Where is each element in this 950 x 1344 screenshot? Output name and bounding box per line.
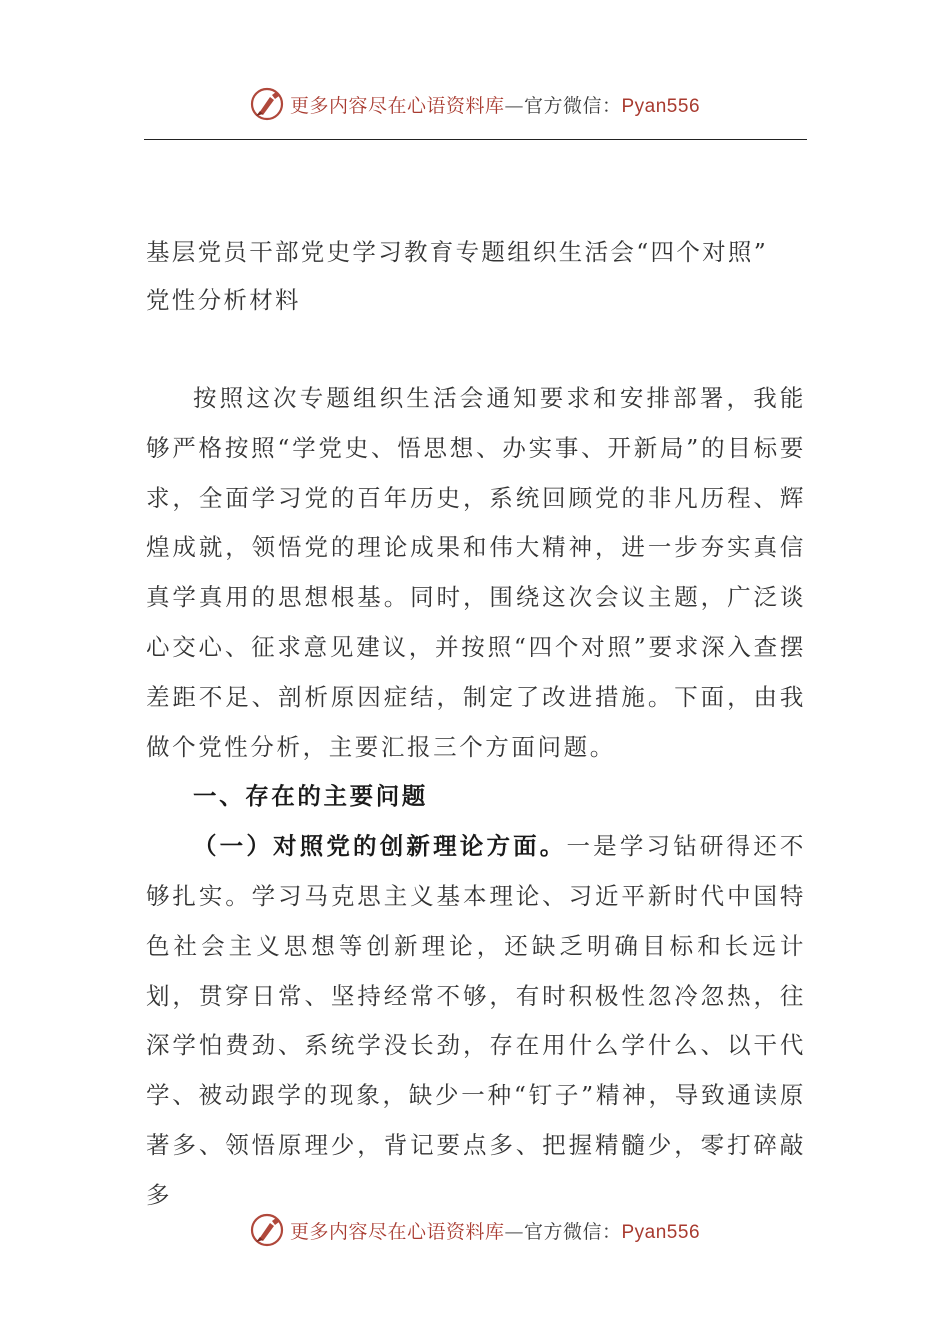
banner-main-text: 更多内容尽在心语资料库	[289, 1220, 505, 1243]
document-body	[146, 228, 806, 1221]
intro-paragraph: 按照这次专题组织生活会通知要求和安排部署，我能够严格按照“学党史、悟思想、办实事、开新局”的目标要求，全面学习党的百年历史，系统回顾党的非凡历程、辉煌成就，领悟党的理论成果和伟大精神，进一步夯实真信真学真用的思想根基。同时，围绕这次会议主题，广泛谈心交心、征求意见建议，并按照“四个对照”要求深入查摆差距不足、剖析原因症结，制定了改进措施。下面，由我做个党性分析，主要汇报三个方面问题。	[146, 384, 806, 761]
subsection-text-1: 一是学习钻研得还不够扎实。学习马克思主义基本理论、习近平新时代中国特色社会主义思想等创新理论，还缺乏明确目标和长远计划，贯穿日常、坚持经常不够，有时积极性忽冷忽热，往深学怕费劲、系统学没长劲，存在用什么学什么、以干代学、被动跟学的现象，缺少一种“钉子”精神，导致通读原著多、领悟原理少，背记要点多、把握精髓少，零打碎敲多	[146, 832, 806, 1209]
banner-official-label: 官方微信：	[523, 1220, 622, 1243]
document-title-line2: 党性分析材料	[146, 286, 301, 314]
banner-wechat-id: Pyan556	[621, 95, 701, 117]
header-divider	[144, 139, 807, 140]
header-banner	[0, 84, 950, 124]
pen-nib-logo-icon	[250, 87, 284, 121]
footer-banner	[0, 1210, 950, 1250]
banner-text	[290, 1217, 700, 1244]
banner-dash: —	[504, 94, 524, 117]
document-title-line1: 基层党员干部党史学习教育专题组织生活会“四个对照”	[146, 238, 769, 266]
banner-dash: —	[504, 1220, 524, 1243]
banner-main-text: 更多内容尽在心语资料库	[289, 94, 505, 117]
banner-wechat-id: Pyan556	[621, 1221, 701, 1243]
banner-official-label: 官方微信：	[523, 94, 622, 117]
pen-nib-logo-icon	[250, 1213, 284, 1247]
section-heading-problems: 一、存在的主要问题	[193, 782, 428, 811]
subsection-paragraph-1	[146, 822, 806, 1220]
banner-text	[290, 91, 700, 118]
subsection-lead-1: （一）对照党的创新理论方面。	[193, 832, 567, 861]
